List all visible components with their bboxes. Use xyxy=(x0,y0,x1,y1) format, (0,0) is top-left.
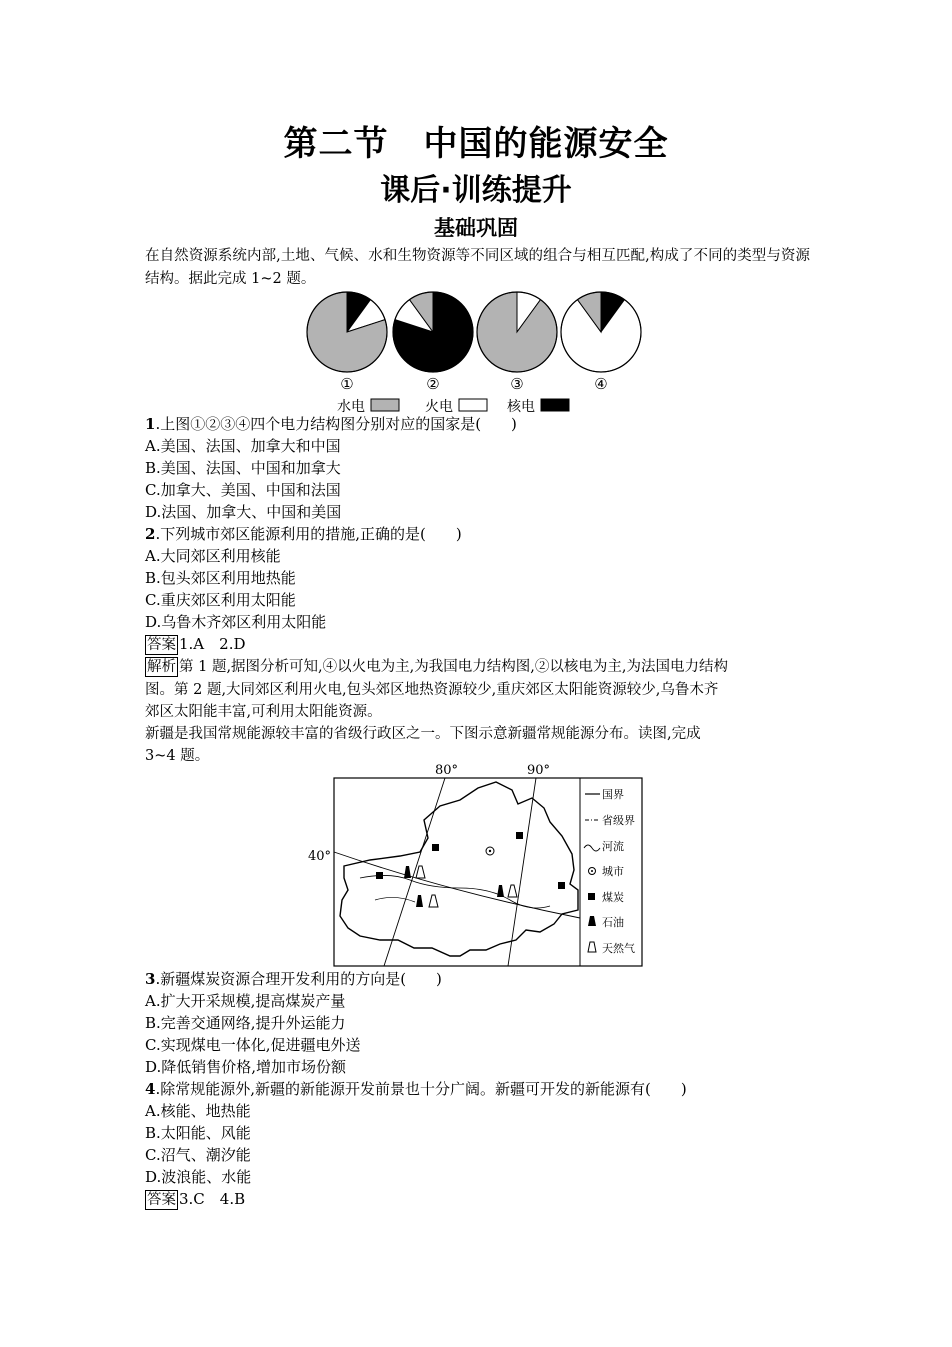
answer-tag: 答案 xyxy=(147,637,176,653)
coal-symbol xyxy=(558,882,565,889)
coal-symbol xyxy=(376,872,383,879)
analysis-line-1 xyxy=(145,656,728,678)
q3-option-d: D.降低销售价格,增加市场份额 xyxy=(145,1058,347,1076)
answer-tag: 答案 xyxy=(147,1192,176,1208)
intro-paragraph-2-line-2: 3~4 题。 xyxy=(145,748,210,764)
analysis-tag: 解析 xyxy=(147,659,176,675)
q2-option-d: D.乌鲁木齐郊区利用太阳能 xyxy=(145,613,327,631)
question-4-stem xyxy=(145,1078,687,1100)
question-text: .上图①②③④四个电力结构图分别对应的国家是( ) xyxy=(155,415,517,433)
pie-legend-swatch-2 xyxy=(541,399,569,411)
question-number: 4 xyxy=(145,1080,156,1098)
q3-option-c: C.实现煤电一体化,促进疆电外送 xyxy=(145,1036,361,1054)
q1-option-b: B.美国、法国、中国和加拿大 xyxy=(145,459,341,477)
lon-90-label: 90° xyxy=(527,763,551,778)
q1-option-a: A.美国、法国、加拿大和中国 xyxy=(145,437,341,455)
page-title: 第二节 中国的能源安全 xyxy=(283,124,669,164)
answer-text: 1.A 2.D xyxy=(179,635,246,653)
pie-legend-label-2: 核电 xyxy=(507,399,535,415)
question-text: .新疆煤炭资源合理开发利用的方向是( ) xyxy=(155,970,442,988)
legend-oil: 石油 xyxy=(602,916,624,929)
q4-option-b: B.太阳能、风能 xyxy=(145,1124,251,1142)
legend-city: 城市 xyxy=(602,865,624,878)
legend-natural-gas: 天然气 xyxy=(602,942,635,955)
coal-icon xyxy=(588,893,595,900)
power-structure-pie-figure xyxy=(295,288,655,416)
legend-river: 河流 xyxy=(602,840,624,853)
q1-option-d: D.法国、加拿大、中国和美国 xyxy=(145,503,342,521)
pie-legend-label-1: 火电 xyxy=(425,399,453,415)
pie-legend-swatch-0 xyxy=(371,399,399,411)
answer-text: 3.C 4.B xyxy=(179,1190,246,1208)
lat-40-label: 40° xyxy=(308,849,332,864)
analysis-text: 第 1 题,据图分析可知,④以火电为主,为我国电力结构图,②以核电为主,为法国电力结构 xyxy=(179,659,728,675)
pie-2-label: ② xyxy=(426,375,440,393)
city-dot xyxy=(489,850,491,852)
q4-option-a: A.核能、地热能 xyxy=(145,1102,251,1120)
q3-option-b: B.完善交通网络,提升外运能力 xyxy=(145,1014,346,1032)
question-1-stem xyxy=(145,413,517,435)
q4-option-c: C.沼气、潮汐能 xyxy=(145,1146,251,1164)
question-3-stem xyxy=(145,968,442,990)
answer-block-2 xyxy=(145,1188,245,1210)
question-2-stem xyxy=(145,523,462,545)
q2-option-a: A.大同郊区利用核能 xyxy=(145,547,281,565)
xinjiang-energy-map xyxy=(300,760,650,970)
question-number: 2 xyxy=(145,525,156,543)
question-text: .下列城市郊区能源利用的措施,正确的是( ) xyxy=(155,525,462,543)
q2-option-b: B.包头郊区利用地热能 xyxy=(145,569,296,587)
legend-coal: 煤炭 xyxy=(602,891,624,904)
question-number: 3 xyxy=(145,970,156,988)
analysis-line-3: 郊区太阳能丰富,可利用太阳能资源。 xyxy=(145,704,382,720)
q3-option-a: A.扩大开采规模,提高煤炭产量 xyxy=(145,992,346,1010)
legend-provincial-border: 省级界 xyxy=(602,814,635,827)
coal-symbol xyxy=(516,832,523,839)
pie-1-label: ① xyxy=(340,375,354,393)
q1-option-c: C.加拿大、美国、中国和法国 xyxy=(145,481,341,499)
question-number: 1 xyxy=(145,415,156,433)
question-text: .除常规能源外,新疆的新能源开发前景也十分广阔。新疆可开发的新能源有( ) xyxy=(155,1080,687,1098)
pie-legend-label-0: 水电 xyxy=(337,399,365,415)
pie-3-label: ③ xyxy=(510,375,524,393)
natural-gas-icon xyxy=(588,942,596,952)
coal-symbol xyxy=(432,844,439,851)
lon-80-label: 80° xyxy=(435,763,459,778)
intro-paragraph-2-line-1: 新疆是我国常规能源较丰富的省级行政区之一。下图示意新疆常规能源分布。读图,完成 xyxy=(145,726,701,742)
legend-national-border: 国界 xyxy=(602,788,624,801)
analysis-line-2: 图。第 2 题,大同郊区利用火电,包头郊区地热资源较少,重庆郊区太阳能资源较少,乌鲁木齐 xyxy=(145,682,719,698)
answer-block-1 xyxy=(145,633,245,655)
section-heading: 基础巩固 xyxy=(434,216,518,240)
page-subtitle: 课后·训练提升 xyxy=(380,173,572,208)
intro-paragraph-1: 在自然资源系统内部,土地、气候、水和生物资源等不同区域的组合与相互匹配,构成了不同的类型与资源结构。据此完成 1~2 题。 xyxy=(145,248,810,287)
pie-4-label: ④ xyxy=(594,375,608,393)
q4-option-d: D.波浪能、水能 xyxy=(145,1168,252,1186)
pie-legend-swatch-1 xyxy=(459,399,487,411)
q2-option-c: C.重庆郊区利用太阳能 xyxy=(145,591,296,609)
